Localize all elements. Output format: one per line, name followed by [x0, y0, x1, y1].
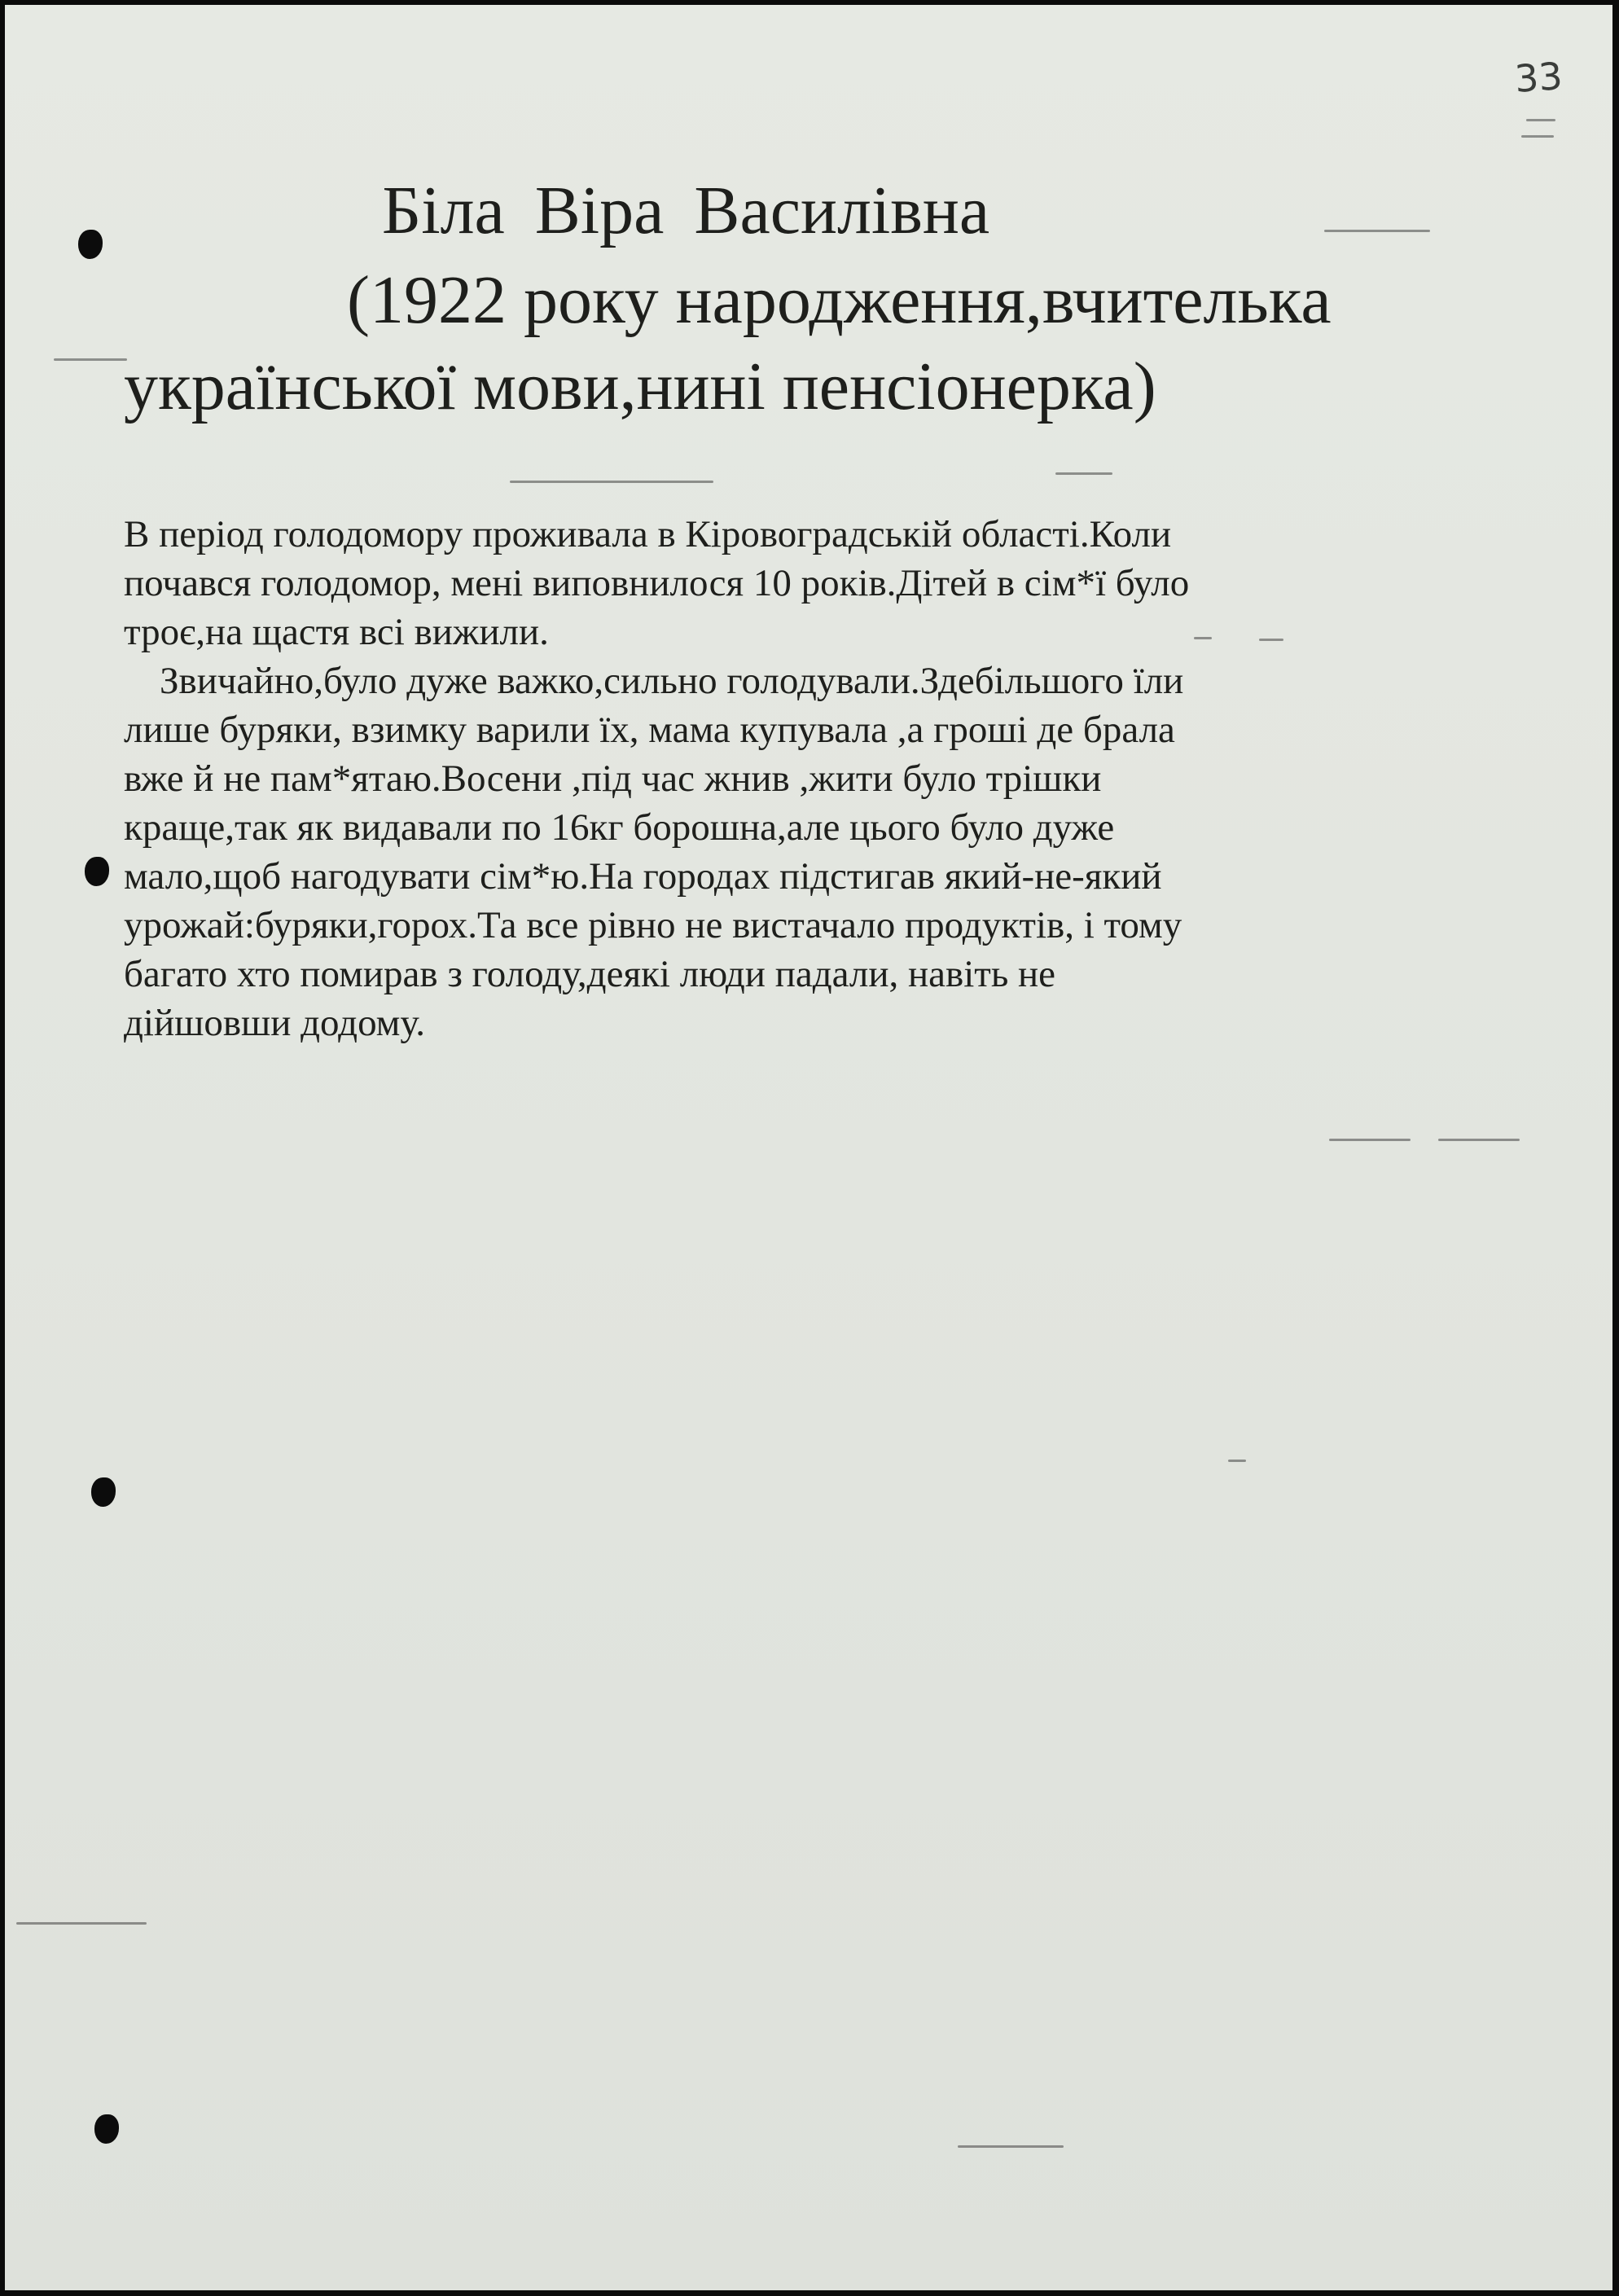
- punch-hole: [94, 2114, 119, 2144]
- page-number-underline: [1521, 135, 1554, 138]
- document-page: [5, 5, 1612, 2290]
- scan-mark: [16, 1922, 147, 1925]
- page-number-underline: [1526, 119, 1555, 121]
- scan-mark: [1194, 637, 1212, 639]
- title-subtitle-line-2: української мови,нині пенсіонерка): [124, 349, 1156, 424]
- body-line: краще,так як видавали по 16кг борошна,але цього було дуже: [124, 806, 1115, 849]
- body-line: урожай:буряки,горох.Та все рівно не вистачало продуктів, і тому: [124, 904, 1182, 946]
- body-line: почався голодомор, мені виповнилося 10 років.Дітей в сім*ї було: [124, 562, 1190, 604]
- body-line: мало,щоб нагодувати сім*ю.На городах підстигав який-не-який: [124, 855, 1162, 898]
- punch-hole: [85, 857, 109, 886]
- body-line: багато хто помирав з голоду,деякі люди падали, навіть не: [124, 953, 1056, 995]
- title-subtitle-line-1: (1922 року народження,вчителька: [347, 262, 1332, 338]
- body-line: Звичайно,було дуже важко,сильно голодували.Здебільшого їли: [160, 660, 1184, 702]
- punch-hole: [78, 230, 103, 259]
- body-line: В період голодомору проживала в Кіровоградській області.Коли: [124, 513, 1172, 555]
- body-line: дійшовши додому.: [124, 1002, 425, 1044]
- body-line: троє,на щастя всі вижили.: [124, 611, 549, 653]
- testimony-body: [124, 510, 1189, 1047]
- scan-mark: [1329, 1139, 1411, 1141]
- punch-hole: [91, 1477, 116, 1507]
- scan-mark: [510, 481, 713, 483]
- scan-mark: [1324, 230, 1430, 232]
- scan-mark: [1438, 1139, 1520, 1141]
- scan-mark: [1228, 1460, 1246, 1462]
- body-line: лише буряки, взимку варили їх, мама купувала ,а гроші де брала: [124, 709, 1175, 751]
- person-name: Біла Віра Василівна: [382, 173, 990, 248]
- scan-mark: [1055, 472, 1112, 475]
- body-line: вже й не пам*ятаю.Восени ,під час жнив ,жити було трішки: [124, 757, 1102, 800]
- scan-mark: [958, 2145, 1064, 2148]
- scan-mark: [1259, 639, 1283, 641]
- scan-mark: [54, 358, 127, 361]
- page-number: 33: [1513, 54, 1564, 101]
